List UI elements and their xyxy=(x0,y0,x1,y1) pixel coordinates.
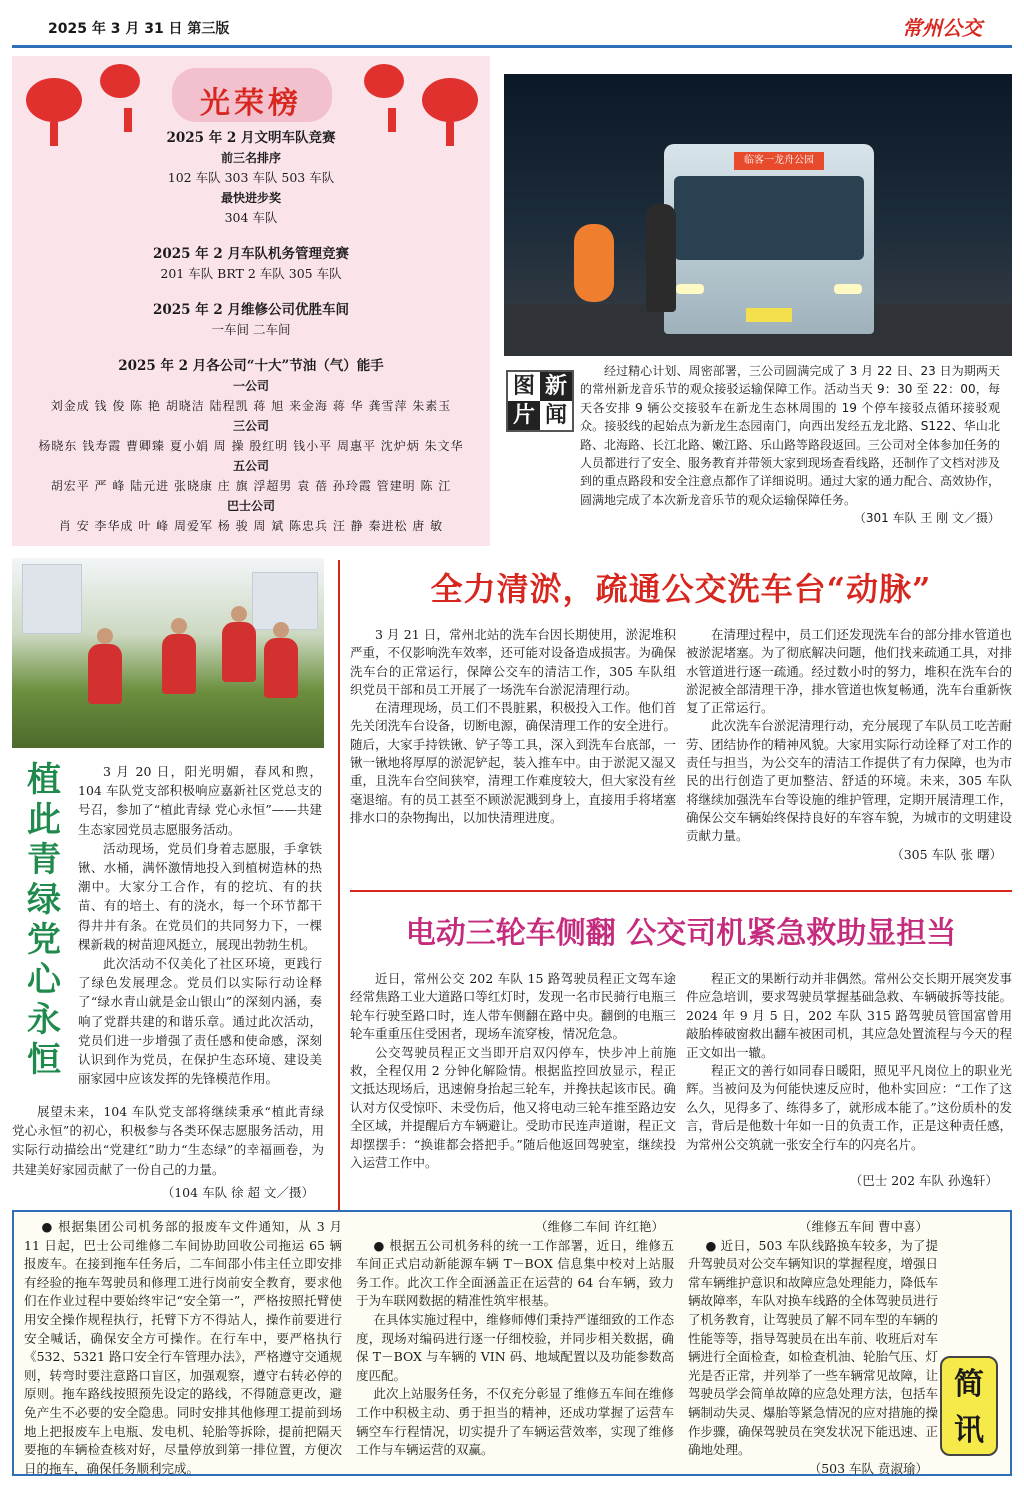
paragraph: 此次活动不仅美化了社区环境，更践行了绿色发展理念。党员们以实际行动诠释了“绿水青山就是金山银山”的深刻内涵，奏响了党群共建的和谐乐章。通过此次活动，党员们进一步增强了责任感和使命感，深刻认识到作为党员，在保护生态环境、建设美丽家园中应该发挥的先锋模范作用。 xyxy=(78,956,322,1087)
byline: （503 车队 贲淑瑜） xyxy=(808,1460,928,1476)
name-list: 胡宏平 严 峰 陆元进 张晓康 庄 旗 浮超男 袁 蓓 孙玲霞 管建明 陈 江 xyxy=(50,479,452,493)
photo-news-label xyxy=(506,370,574,432)
bus-windshield xyxy=(674,176,864,260)
section-subtitle: 前三名排序 xyxy=(220,151,281,165)
award-line: 一车间 二车间 xyxy=(211,322,291,337)
award-line: 304 车队 xyxy=(224,210,278,225)
staff-person xyxy=(646,204,676,312)
paragraph: 程正文的果断行动并非偶然。常州公交长期开展突发事件应急培训，要求驾驶员掌握基础急救、车辆破拆等技能。2024 年 9 月 5 日，202 车队 315 路驾驶员管国富曾用敲胎棒破窗救出翻车被困司机，其应急处置流程与今天的程正文如出一辙。 xyxy=(686,971,1012,1060)
paragraph: 3 月 21 日，常州北站的洗车台因长期使用，淤泥堆积严重，不仅影响洗车效率，还可能对设备造成损害。为确保洗车台的正常运行，保障公交车的清洁工作，305 车队组织党员干部和员工开展了一场洗车台淤泥清理行动。 xyxy=(350,627,676,697)
brief-col2 xyxy=(356,1218,674,1460)
brief-item: ● 近日，503 车队线路换车较多，为了提升驾驶员对公交车辆知识的掌握程度，增强日常车辆维护意识和故障应急处理能力，降低车辆故障率，车队对换车线路的全体驾驶员进行了机务教育，让驾驶员了解不同车型的车辆的性能等等，指导驾驶员在出车前、收班后对车辆进行全面检查，如检查机油、轮胎气压、灯光是否正常，并列举了一些车辆常见故障，让驾驶员学会简单故障的应急处理方法，包括车辆制动失灵、爆胎等紧急情况的应对措施的操作步骤，确保驾驶员在突发状况下能迅速、正确地处理。 xyxy=(688,1237,939,1458)
volunteer xyxy=(88,644,122,704)
article2-headline: 电动三轮车侧翻 公交司机紧急救助显担当 xyxy=(405,916,957,951)
brief-item: ● 根据集团公司机务部的报废车文件通知，从 3 月 11 日起，巴士公司维修二车间协助回收公司拖运 65 辆报废车。在接到拖车任务后，二车间邵小伟主任立即安排有经验的拖车驾驶员和修理工进行岗前安全教育，要求他们在作业过程中要始终牢记“安全第一”，严格按照托臂使用安全操作规程执行，托臂下方不得站人，操作前要进行安全喊话，确保安全方可操作。在行车中，要严格执行《532、5321 路口安全行车管理办法》，严格遵守交通规则，转弯时要注意路口盲区，加强观察，遵守右转必停的原则。拖车路线按照预先设定的路线，不得随意更改，避免产生不必要的安全隐患。同时安排其他修理工提前到场地上把报废车上电瓶、发电机、轮胎等拆除，提前把隔天要拖的车辆检查核对好，尽量停放到第一排位置，方便次日的拖车，确保任务顺利完成。 xyxy=(24,1219,342,1476)
photo-news-caption xyxy=(580,362,1000,528)
article1-col2 xyxy=(686,626,1012,864)
brief-item: 此次上站服务任务，不仅充分彰显了维修五车间在维修工作中积极主动、勇于担当的精神，还成功掌握了运营车辆空车行程情况，切实提升了车辆运营效率，实现了维修工作与车辆运营的双赢。 xyxy=(356,1386,674,1458)
label-char: 新 xyxy=(540,372,572,401)
tree-planting-photo xyxy=(12,558,324,748)
award-line: 102 车队 303 车队 503 车队 xyxy=(167,170,335,185)
tree-headline: 植此青绿 党心永恒 xyxy=(27,760,61,1080)
byline: （巴士 202 车队 孙逸轩） xyxy=(849,1173,998,1189)
paragraph: 3 月 20 日，阳光明媚，春风和煦，104 车队党支部积极响应嘉新社区党总支的号召，参加了“植此青绿 党心永恒”——共建生态家园党员志愿服务活动。 xyxy=(78,764,322,837)
article1-headline: 全力清淤，疏通公交洗车台“动脉” xyxy=(430,570,932,608)
name-list: 杨晓东 钱寿霞 曹卿臻 夏小娟 周 操 殷红明 钱小平 周惠平 沈炉炳 朱文华 xyxy=(38,439,464,453)
company-name: 巴士公司 xyxy=(226,499,275,513)
building xyxy=(252,572,318,630)
paragraph: 程正文的善行如同春日暖阳，照见平凡岗位上的职业光辉。当被问及为何能快速反应时，他朴实回应：“工作了这么久，见得多了、练得多了，就形成本能了。”这份质朴的发言，背后是他数十年如一日的负责工作，正是这种责任感，为常州公交筑就一张安全行车的闪亮名片。 xyxy=(686,1063,1012,1152)
company-name: 一公司 xyxy=(232,379,269,393)
section-subtitle: 最快进步奖 xyxy=(220,191,281,205)
byline: （301 车队 王 刚 文／摄） xyxy=(853,511,1000,526)
honor-body xyxy=(12,128,490,536)
article2-col1 xyxy=(350,970,676,1172)
section-title: 2025 年 2 月维修公司优胜车间 xyxy=(152,302,350,318)
headlight xyxy=(676,284,704,294)
byline: （维修二车间 许红艳） xyxy=(535,1219,664,1234)
article2-col2 xyxy=(686,970,1012,1190)
honor-title: 光荣榜 xyxy=(200,86,302,121)
paragraph: 在清理过程中，员工们还发现洗车台的部分排水管道也被淤泥堵塞。为了彻底解决问题，他们找来疏通工具，对排水管道进行逐一疏通。经过数小时的努力，堆积在洗车台的淤泥被全部清理干净，排水管道也恢复畅通，洗车台重新恢复了正常运行。 xyxy=(686,627,1012,716)
name-list: 肖 安 李华成 叶 峰 周爱军 杨 骏 周 斌 陈忠兵 汪 静 秦进松 唐 敏 xyxy=(58,519,444,533)
tree-article-end xyxy=(12,1102,324,1202)
award-line: 201 车队 BRT 2 车队 305 车队 xyxy=(160,266,342,281)
brief-col3 xyxy=(688,1218,938,1478)
volunteer xyxy=(222,622,256,682)
label-char: 图 xyxy=(508,372,540,401)
byline: （104 车队 徐 超 文／摄） xyxy=(161,1184,314,1200)
paragraph: 展望未来，104 车队党支部将继续秉承“植此青绿 党心永恒”的初心，积极参与各类环保志愿服务活动，用实际行动描绘出“党建红”助力“生态绿”的幸福画卷，为共建美好家园贡献了一份自己的力量。 xyxy=(12,1104,324,1177)
section-title: 2025 年 2 月文明车队竞赛 xyxy=(166,130,336,146)
brief-item: ● 根据五公司机务科的统一工作部署，近日，维修五车间正式启动新能源车辆 T－BOX 信息集中校对上站服务工作。此次工作全面涵盖正在运营的 64 台车辆，致力于为车联网数据的精准性筑牢根基。 xyxy=(356,1237,674,1309)
brief-item: 在具体实施过程中，维修师傅们秉持严谨细致的工作态度，现场对编码进行逐一仔细校验，并同步相关数据，确保 T－BOX 与车辆的 VIN 码、地域配置以及功能参数高度匹配。 xyxy=(356,1311,674,1383)
section-title: 2025 年 2 月各公司“十大”节油（气）能手 xyxy=(118,358,384,374)
bus-night-photo xyxy=(504,74,1012,356)
name-list: 刘金成 钱 俊 陈 艳 胡晓洁 陆程凯 蒋 旭 来金海 蒋 华 龚雪萍 朱素玉 xyxy=(50,399,452,413)
paragraph: 公交驾驶员程正文当即开启双闪停车，快步冲上前施救，全程仅用 2 分钟化解险情。根据监控回放显示，程正文抵达现场后，迅速俯身抬起三轮车，并搀扶起该市民。确认对方仅受惊吓、未受伤后，他又将电动三轮车推至路边安全区域，并提醒后方车辆避让。受助市民连声道谢，程正文却摆摆手：“换谁都会搭把手。”随后他返回驾驶室，继续投入运营工作中。 xyxy=(350,1044,676,1171)
company-name: 三公司 xyxy=(232,419,269,433)
label-char: 闻 xyxy=(540,401,572,430)
masthead xyxy=(12,12,1012,48)
label-char: 片 xyxy=(508,401,540,430)
byline: （305 车队 张 曙） xyxy=(891,846,1002,862)
section-title: 2025 年 2 月车队机务管理竞赛 xyxy=(152,246,350,262)
column-divider xyxy=(338,560,340,1210)
license-plate xyxy=(746,308,792,322)
mascot xyxy=(574,224,614,302)
brief-col1 xyxy=(24,1218,342,1478)
bus xyxy=(664,144,874,334)
byline: （维修五车间 曹中喜） xyxy=(799,1219,928,1234)
volunteer xyxy=(264,638,298,698)
newspaper-logo: 常州公交 xyxy=(902,16,982,40)
volunteer xyxy=(162,634,196,694)
paragraph: 此次洗车台淤泥清理行动，充分展现了车队员工吃苦耐劳、团结协作的精神风貌。大家用实际行动诠释了对工作的责任与担当，为公交车的清洁工作提供了有力保障，也为市民的出行创造了更加整洁、舒适的环境。未来，305 车队将继续加强洗车台等设施的维护管理，定期开展清理工作，确保公交车辆始终保持良好的车容车貌，为城市的文明建设贡献力量。 xyxy=(686,718,1012,844)
paragraph: 活动现场，党员们身着志愿服，手拿铁锹、水桶，满怀激情地投入到植树造林的热潮中。大家分工合作，有的挖坑、有的扶苗、有的培土、有的浇水，每一个环节都干得井井有条。在党员们的共同努力下，一棵棵新栽的树苗迎风挺立，展现出勃勃生机。 xyxy=(78,840,322,952)
paragraph: 近日，常州公交 202 车队 15 路驾驶员程正文驾车途经常焦路工业大道路口等红灯时，发现一名市民骑行电瓶三轮车行驶至路口时，连人带车侧翻在路中央。翻倒的电瓶三轮车重重压住受困者，现场车流穿梭，情况危急。 xyxy=(350,971,676,1042)
headlight xyxy=(834,284,862,294)
article1-col1 xyxy=(350,626,676,827)
honor-roll xyxy=(12,56,490,546)
issue-date: 2025 年 3 月 31 日 第三版 xyxy=(48,21,230,37)
tree-article xyxy=(78,762,322,1088)
paragraph: 在清理现场，员工们不畏脏累，积极投入工作。他们首先关闭洗车台设备，切断电源，确保清理工作的安全进行。随后，大家手持铁锹、铲子等工具，深入到洗车台底部，一锹一锹地将厚厚的淤泥铲起，装入推车中。由于淤泥又湿又重，且洗车台空间狭窄，清理工作难度较大，但大家没有丝毫退缩。有的员工甚至不顾淤泥溅到身上，直接用手将堵塞排水口的杂物掏出，以加快清理进度。 xyxy=(350,700,676,825)
building xyxy=(22,564,82,634)
bus-destination-sign: 临客一龙舟公园 xyxy=(734,152,824,170)
briefs-label: 简讯 xyxy=(940,1356,998,1456)
section-divider xyxy=(350,890,1012,892)
company-name: 五公司 xyxy=(232,459,269,473)
caption-text: 经过精心计划、周密部署，三公司圆满完成了 3 月 22 日、23 日为期两天的常州新龙音乐节的观众接驳运输保障工作。活动当天 9：30 至 22：00，每天各安排 9 辆公交接驳车在新龙生态林周围的 19 个停车接驳点循环接驳观众。接驳线的起始点为新龙生态园南门，向西出发经五龙北路、S122、华山北路、北海路、长江北路、嫩江路、乐山路等路段返回。三公司对全体参加任务的人员都进行了安全、服务教育并带领大家到现场查看线路，还制作了文档对涉及到的重点路段和安全注意点都作了详细说明。通过大家的通力配合、高效协作，圆满地完成了本次新龙音乐节的观众运输保障任务。 xyxy=(580,364,1001,507)
